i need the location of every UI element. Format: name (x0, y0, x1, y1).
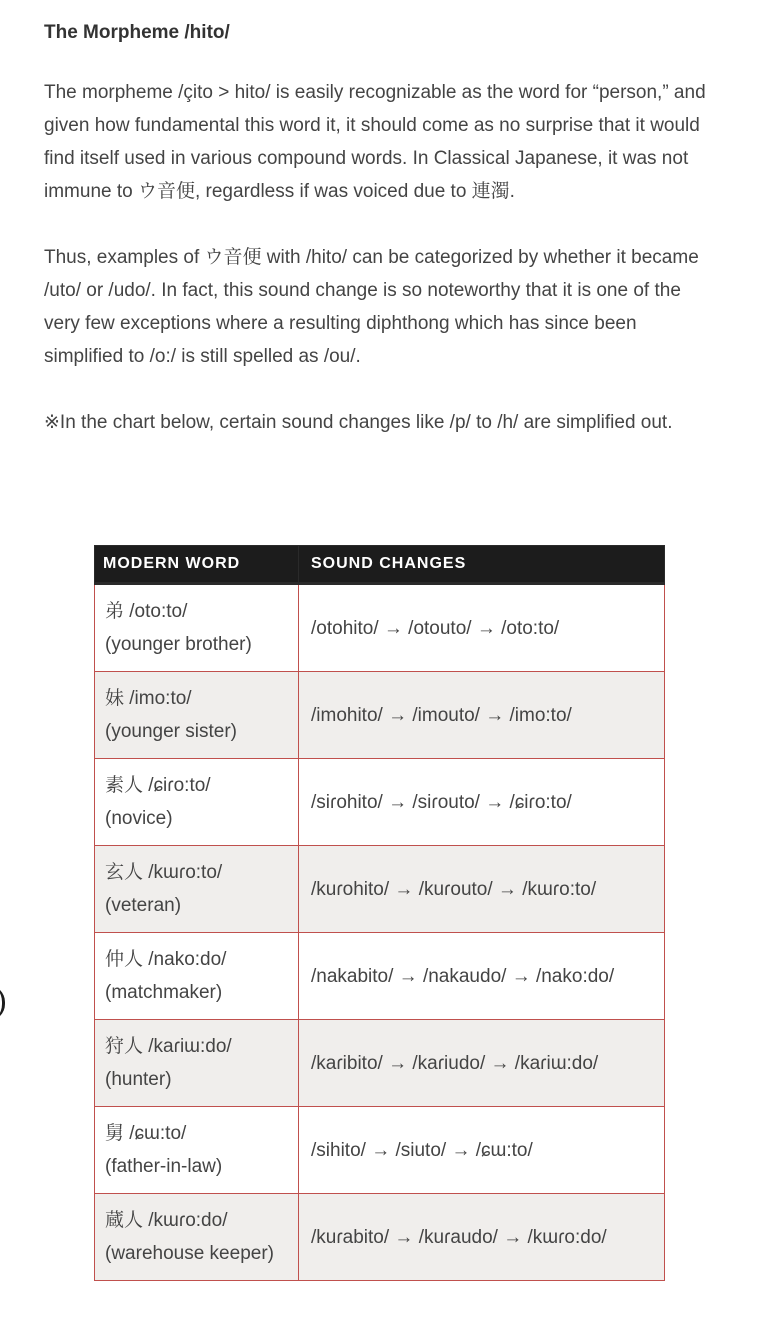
table-row (95, 584, 665, 672)
table-row (95, 672, 665, 759)
modern-word: 弟 /oto:to/ (105, 601, 188, 622)
table-row (95, 1107, 665, 1194)
modern-word-cell (95, 1107, 299, 1194)
word-gloss: (younger sister) (105, 721, 237, 742)
paragraph-intro: The morpheme /çito > hito/ is easily recognizable as the word for “person,” and given how fundamental this word it, it should come as no surprise that it would find itself used in various compound words. In Classical Japanese, it was not immune to ウ音便, regardless if was voiced due to 連濁. (44, 82, 706, 202)
article-body (44, 18, 714, 472)
modern-word: 妹 /imo:to/ (105, 688, 192, 709)
modern-word: 蔵人 /kɯɾo:do/ (105, 1210, 228, 1231)
word-gloss: (novice) (105, 808, 173, 829)
modern-word-cell (95, 846, 299, 933)
modern-word: 素人 /ɕiɾo:to/ (105, 775, 211, 796)
sound-changes-cell: /kaɾibito/ → /kaɾiudo/ → /kaɾiɯ:do/ (299, 1020, 665, 1107)
sound-change-table-container (94, 545, 664, 1281)
word-gloss: (younger brother) (105, 634, 252, 655)
edge-bracket-icon (0, 985, 5, 1021)
modern-word: 狩人 /kaɾiɯ:do/ (105, 1036, 232, 1057)
sound-changes-cell: /sihito/ → /siuto/ → /ɕɯ:to/ (299, 1107, 665, 1194)
table-row (95, 846, 665, 933)
table-row (95, 933, 665, 1020)
table-row (95, 1020, 665, 1107)
word-gloss: (veteran) (105, 895, 182, 916)
sound-changes-cell: /kuɾohito/ → /kuɾouto/ → /kɯɾo:to/ (299, 846, 665, 933)
sound-changes-cell: /nakabito/ → /nakaudo/ → /nako:do/ (299, 933, 665, 1020)
word-gloss: (hunter) (105, 1069, 172, 1090)
modern-word: 玄人 /kɯɾo:to/ (105, 862, 223, 883)
modern-word-cell (95, 1194, 299, 1281)
header-sound-changes: SOUND CHANGES (299, 546, 665, 584)
word-gloss: (matchmaker) (105, 982, 223, 1003)
table-header-row (95, 546, 665, 584)
modern-word-cell (95, 584, 299, 672)
word-gloss: (warehouse keeper) (105, 1243, 274, 1264)
modern-word-cell (95, 1020, 299, 1107)
modern-word-cell (95, 759, 299, 846)
sound-changes-cell: /imohito/ → /imouto/ → /imo:to/ (299, 672, 665, 759)
sound-changes-cell: /otohito/ → /otouto/ → /oto:to/ (299, 584, 665, 672)
paragraph-examples: Thus, examples of ウ音便 with /hito/ can be categorized by whether it became /uto/ or /udo/. In fact, this sound change is so noteworthy that it is one of the very few exceptions where a resulting diphthong which has since been simplified to /o:/ is still spelled as /ou/. (44, 247, 699, 367)
modern-word: 仲人 /nako:do/ (105, 949, 227, 970)
table-row (95, 1194, 665, 1281)
modern-word-cell (95, 933, 299, 1020)
modern-word-cell (95, 672, 299, 759)
table-row (95, 759, 665, 846)
sound-changes-cell: /siɾohito/ → /siɾouto/ → /ɕiɾo:to/ (299, 759, 665, 846)
section-heading: The Morpheme /hito/ (44, 22, 230, 43)
modern-word: 舅 /ɕɯ:to/ (105, 1123, 187, 1144)
paragraph-note: ※In the chart below, certain sound changes like /p/ to /h/ are simplified out. (44, 412, 673, 433)
header-modern-word: MODERN WORD (95, 546, 299, 584)
word-gloss: (father-in-law) (105, 1156, 223, 1177)
sound-change-table (94, 545, 665, 1281)
sound-changes-cell: /kuɾabito/ → /kuɾaudo/ → /kɯɾo:do/ (299, 1194, 665, 1281)
